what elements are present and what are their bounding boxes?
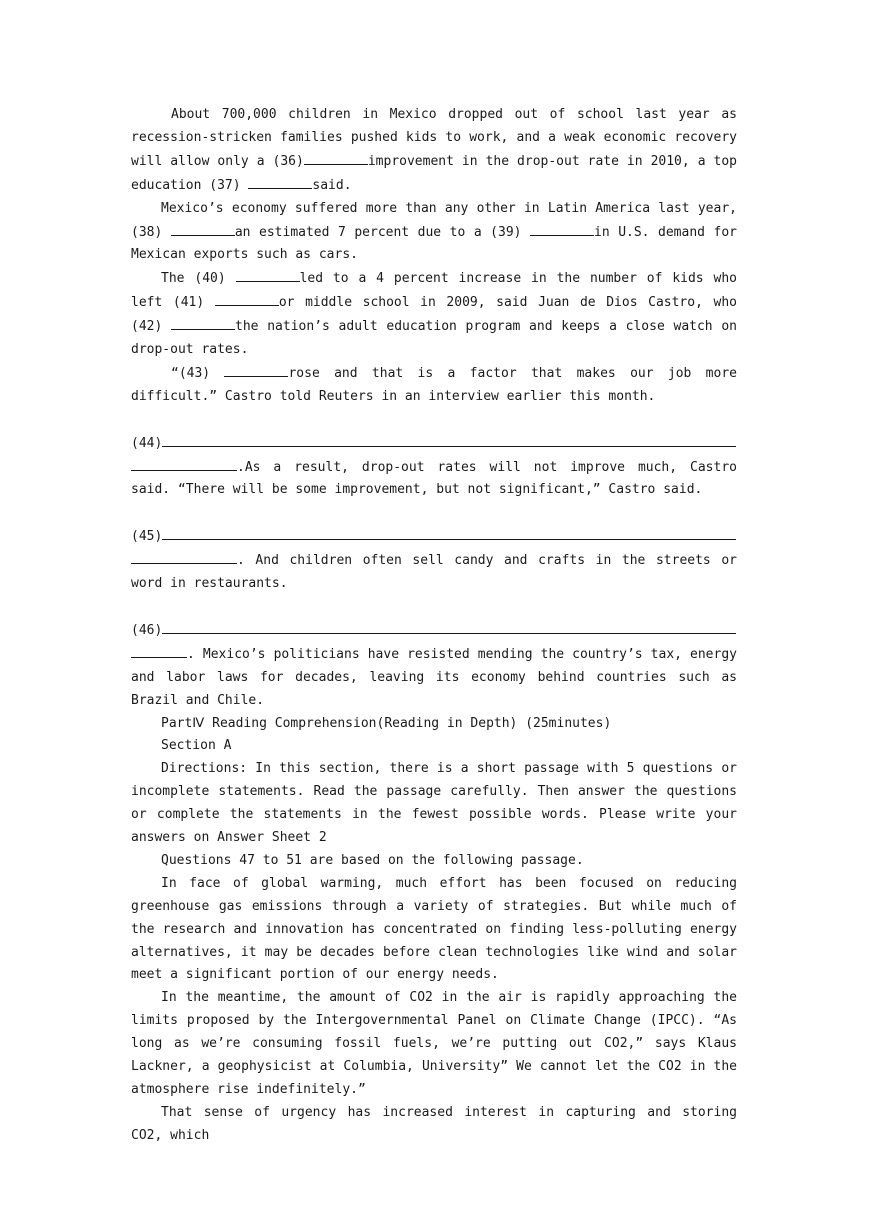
- passage-intro: Questions 47 to 51 are based on the following passage.: [161, 852, 584, 868]
- blank-40: [236, 267, 300, 282]
- answer-line-45: [162, 525, 736, 540]
- passage-paragraph-3: That sense of urgency has increased interest in capturing and storing CO2, which: [131, 1104, 737, 1143]
- spacer: [131, 596, 737, 619]
- blank-38: [171, 221, 235, 236]
- translation-46: (46) . Mexico’s politicians have resisted mending the country’s tax, energy and labor laws for decades, leaving its economy behind countries such as Brazil and Chile.: [131, 619, 737, 713]
- blank-43: [224, 362, 288, 377]
- blank-36: [304, 150, 368, 165]
- answer-line-44-cont: [131, 456, 237, 471]
- cloze-paragraph-1: About 700,000 children in Mexico dropped out of school last year as recession-stricken families pushed kids to work, and a weak economic recovery will allow only a (36) improvement in the drop-out rate in 2010, a top education (37) said.: [131, 107, 737, 193]
- answer-line-46: [162, 619, 736, 634]
- blank-41: [215, 291, 279, 306]
- section-title: Section A: [161, 738, 232, 754]
- cloze-paragraph-3: The (40) led to a 4 percent increase in the number of kids who left (41) or middle school in 2009, said Juan de Dios Castro, who (42) the nation’s adult education program and keeps a close watch on drop-out rates.: [131, 267, 737, 362]
- spacer: [131, 502, 737, 525]
- spacer: [131, 409, 737, 432]
- answer-line-45-cont: [131, 549, 237, 564]
- answer-line-44: [162, 432, 736, 447]
- translation-44: (44) .As a result, drop-out rates will not improve much, Castro said. “There will be some improvement, but not significant,” Castro said.: [131, 432, 737, 503]
- document-page: [131, 104, 737, 1148]
- translation-45: (45) . And children often sell candy and crafts in the streets or word in restaurants.: [131, 525, 737, 596]
- part4-heading: PartⅣ Reading Comprehension(Reading in Depth) (25minutes): [161, 715, 612, 731]
- answer-line-46-cont: [131, 643, 187, 658]
- passage-paragraph-1: In face of global warming, much effort has been focused on reducing greenhouse gas emissions through a variety of strategies. But while much of the research and innovation has concentrated on finding less-polluting energy alternatives, it may be decades before clean technologies like wind and solar meet a significant portion of our energy needs.: [131, 875, 737, 983]
- blank-37: [248, 174, 312, 189]
- cloze-paragraph-2: Mexico’s economy suffered more than any other in Latin America last year, (38) an estimated 7 percent due to a (39) in U.S. demand for Mexican exports such as cars.: [131, 200, 737, 263]
- passage-paragraph-2: In the meantime, the amount of CO2 in the air is rapidly approaching the limits proposed by the Intergovernmental Panel on Climate Change (IPCC). “As long as we’re consuming fossil fuels, we’re putting out CO2,” says Klaus Lackner, a geophysicist at Columbia, University” We cannot let the CO2 in the atmosphere rise indefinitely.”: [131, 990, 737, 1098]
- cloze-paragraph-4: “(43) rose and that is a factor that makes our job more difficult.” Castro told Reuters in an interview earlier this month.: [131, 362, 737, 409]
- blank-42: [171, 315, 235, 330]
- directions: Directions: In this section, there is a short passage with 5 questions or incomplete statements. Read the passage carefully. Then answer the questions or complete the statements in the fewest possible words. Please write your answers on Answer Sheet 2: [131, 761, 737, 846]
- blank-39: [530, 221, 594, 236]
